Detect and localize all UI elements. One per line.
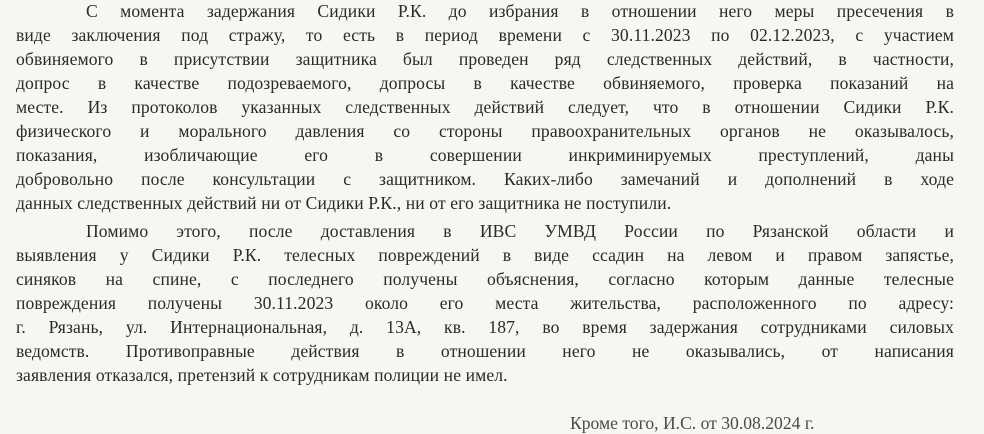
paragraph-1-line-1: С момента задержания Сидики Р.К. до избрания в отношении него меры пресечения в — [86, 1, 954, 21]
paragraph-2-line-4: повреждения получены 30.11.2023 около его места жительства, расположенного по адресу: — [16, 293, 954, 313]
paragraph-1-line-3: обвиняемого в присутствии защитника был проведен ряд следственных действий, в частности, — [16, 49, 954, 69]
paragraph-1-line-4: допрос в качестве подозреваемого, допросы в качестве обвиняемого, проверка показаний на — [16, 73, 954, 93]
paragraph-2-line-2: выявления у Сидики Р.К. телесных повреждений в виде ссадин на левом и правом запястье, — [16, 245, 954, 265]
paragraph-2-line-1: Помимо этого, после доставления в ИВС УМВД России по Рязанской области и — [86, 221, 954, 241]
paragraph-1-line-7: показания, изобличающие его в совершении инкриминируемых преступлений, даны — [16, 145, 954, 165]
paragraph-2-line-7: заявления отказался, претензий к сотрудникам полиции не имел. — [16, 365, 508, 385]
paragraph-1-line-2: виде заключения под стражу, то есть в период времени с 30.11.2023 по 02.12.2023, с участием — [16, 25, 954, 45]
paragraph-1-line-5: месте. Из протоколов указанных следственных действий следует, что в отношении Сидики Р.К. — [16, 97, 954, 117]
paragraph-1-line-6: физического и морального давления со стороны правоохранительных органов не оказывалось, — [16, 121, 954, 141]
paragraph-2-line-5: г. Рязань, ул. Интернациональная, д. 13А, кв. 187, во время задержания сотрудниками силовых — [16, 317, 954, 337]
paragraph-1-line-8: добровольно после консультации с защитником. Каких-либо замечаний и дополнений в ходе — [16, 169, 954, 189]
paragraph-2-line-6: ведомств. Противоправные действия в отношении него не оказывались, от написания — [16, 341, 954, 361]
cut-off-line: Кроме того, И.С. от 30.08.2024 г. — [570, 413, 815, 433]
paragraph-2-line-3: синяков на спине, с последнего получены объяснения, согласно которым данные телесные — [16, 269, 954, 289]
paragraph-1-line-9: данных следственных действий ни от Сидики Р.К., ни от его защитника не поступили. — [16, 193, 672, 213]
